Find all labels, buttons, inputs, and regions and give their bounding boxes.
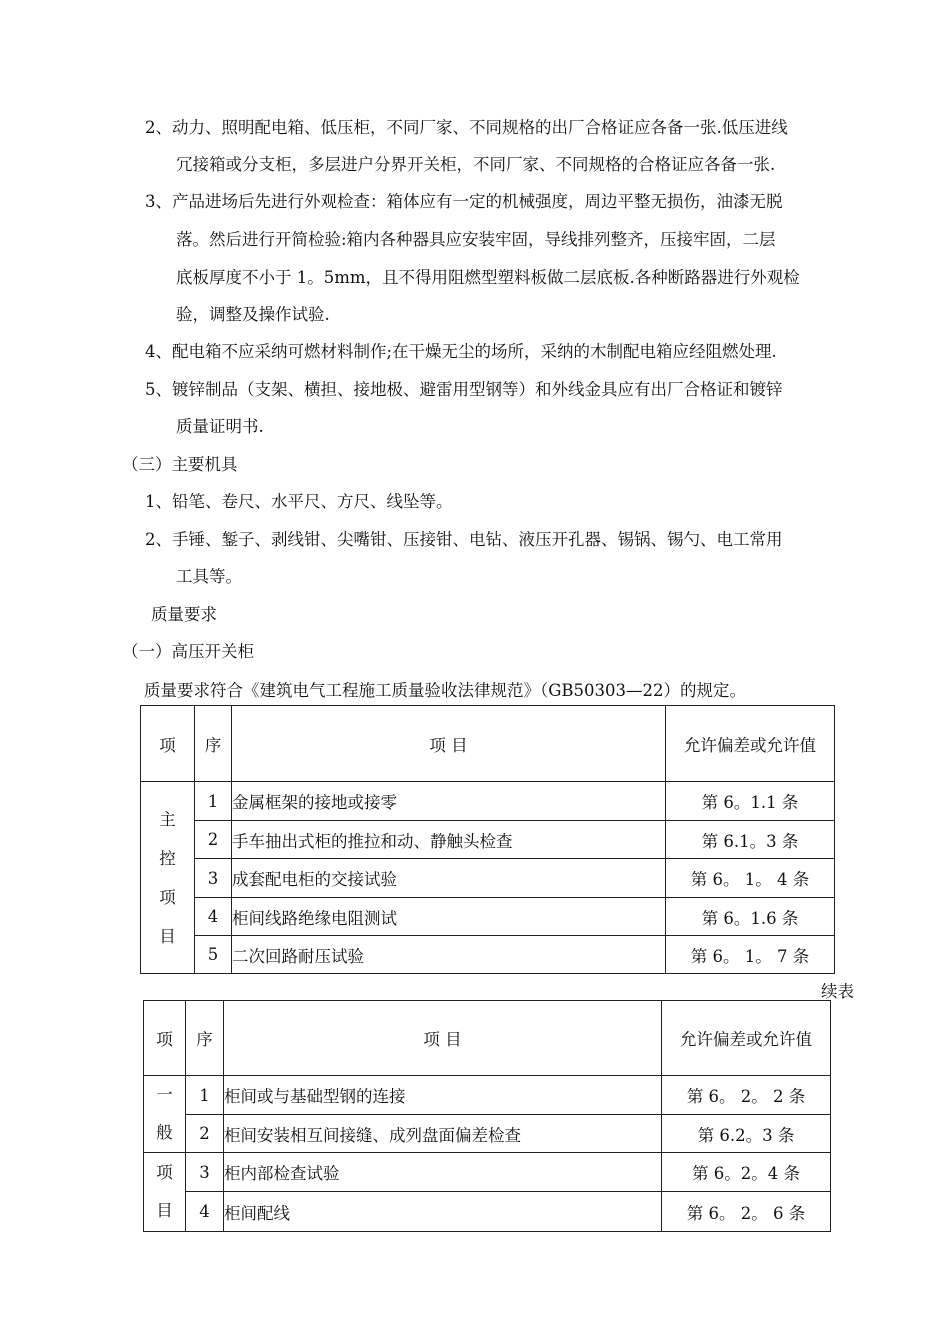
- tools-line-1: 1、铅笔、卷尺、水平尺、方尺、线坠等。: [145, 492, 453, 511]
- table-row: [141, 782, 835, 821]
- row-item: 手车抽出式柜的推拉和动、静触头检查: [232, 821, 666, 859]
- table-row: [141, 936, 835, 974]
- group-char: 般: [156, 1123, 173, 1142]
- row-item: 柜内部检查试验: [224, 1153, 662, 1192]
- tools-line-2: 2、手锤、錾子、剥线钳、尖嘴钳、压接钳、电钻、液压开孔器、锡锅、锡勺、电工常用: [145, 530, 783, 549]
- row-number: 3: [195, 859, 232, 898]
- header-allowance: 允许偏差或允许值: [666, 706, 835, 782]
- row-value: 第 6。 2。 2 条: [662, 1076, 831, 1115]
- table-header-row: [144, 1001, 831, 1076]
- row-number: 1: [195, 782, 232, 821]
- table-row: [144, 1076, 831, 1115]
- table-row: [144, 1153, 831, 1192]
- general-items-table: [143, 1000, 831, 1232]
- group-char: 一: [156, 1085, 173, 1104]
- para-4-line-1: 4、配电箱不应采纳可燃材料制作;在干燥无尘的场所，采纳的木制配电箱应经阻燃处理.: [145, 342, 777, 361]
- row-number: 2: [186, 1115, 224, 1153]
- row-value: 第 6。 1。 7 条: [666, 936, 835, 974]
- para-2-line-2: 冗接箱或分支柜，多层进户分界开关柜，不同厂家、不同规格的合格证应各备一张.: [176, 155, 776, 174]
- row-number: 5: [195, 936, 232, 974]
- para-5-line-1: 5、镀锌制品（支架、横担、接地极、避雷用型钢等）和外线金具应有出厂合格证和镀锌: [145, 380, 783, 399]
- table-row: [144, 1192, 831, 1232]
- group-char: 项: [156, 1163, 173, 1182]
- para-3-line-3: 底板厚度不小于 1。5mm，且不得用阻燃型塑料板做二层底板.各种断路器进行外观检: [176, 268, 800, 287]
- section-heading-hv-cabinet: （一）高压开关柜: [122, 642, 254, 661]
- tools-line-3: 工具等。: [176, 567, 242, 586]
- header-category: 项: [144, 1001, 186, 1076]
- header-allowance: 允许偏差或允许值: [662, 1001, 831, 1076]
- para-2-line-1: 2、动力、照明配电箱、低压柜，不同厂家、不同规格的出厂合格证应各备一张.低压进线: [145, 118, 788, 137]
- continued-label: 续表: [821, 982, 854, 1001]
- table-header-row: [141, 706, 835, 782]
- row-value: 第 6。1.6 条: [666, 898, 835, 936]
- group-char: 控: [159, 848, 176, 868]
- row-item: 柜间配线: [224, 1192, 662, 1232]
- row-item: 金属框架的接地或接零: [232, 782, 666, 821]
- row-value: 第 6.1。3 条: [666, 821, 835, 859]
- para-3-line-2: 落。然后进行开简检验:箱内各种器具应安装牢固，导线排列整齐，压接牢固，二层: [176, 230, 776, 249]
- table-row: [141, 859, 835, 898]
- group-char: 项: [159, 887, 176, 907]
- header-item: 项 目: [232, 706, 666, 782]
- row-item: 柜间线路绝缘电阻测试: [232, 898, 666, 936]
- para-3-line-4: 验，调整及操作试验.: [176, 305, 330, 324]
- group-char: 目: [159, 926, 176, 946]
- row-number: 1: [186, 1076, 224, 1115]
- row-number: 4: [195, 898, 232, 936]
- group-general-top: [144, 1076, 186, 1153]
- group-general-bottom: [144, 1153, 186, 1232]
- table-row: [141, 821, 835, 859]
- row-item: 柜间或与基础型钢的连接: [224, 1076, 662, 1115]
- row-number: 4: [186, 1192, 224, 1232]
- row-item: 成套配电柜的交接试验: [232, 859, 666, 898]
- para-5-line-2: 质量证明书.: [176, 417, 264, 436]
- row-value: 第 6。 1。 4 条: [666, 859, 835, 898]
- section-heading-tools: （三）主要机具: [122, 455, 238, 474]
- row-number: 3: [186, 1153, 224, 1192]
- para-3-line-1: 3、产品进场后先进行外观检查：箱体应有一定的机械强度，周边平整无损伤，油漆无脱: [145, 192, 783, 211]
- table-row: [141, 898, 835, 936]
- header-category: 项: [141, 706, 195, 782]
- row-value: 第 6.2。3 条: [662, 1115, 831, 1153]
- row-item: 二次回路耐压试验: [232, 936, 666, 974]
- header-seq: 序: [186, 1001, 224, 1076]
- row-value: 第 6。2。4 条: [662, 1153, 831, 1192]
- row-number: 2: [195, 821, 232, 859]
- quality-intro: 质量要求符合《建筑电气工程施工质量验收法律规范》（GB50303—22）的规定。: [144, 681, 747, 700]
- row-item: 柜间安装相互间接缝、成列盘面偏差检查: [224, 1115, 662, 1153]
- table-row: [144, 1115, 831, 1153]
- header-item: 项 目: [224, 1001, 662, 1076]
- quality-heading: 质量要求: [151, 605, 217, 624]
- group-main-control: [141, 782, 195, 974]
- group-char: 主: [159, 809, 176, 829]
- main-control-table: [140, 705, 835, 974]
- group-char: 目: [156, 1201, 173, 1220]
- row-value: 第 6。 2。 6 条: [662, 1192, 831, 1232]
- header-seq: 序: [195, 706, 232, 782]
- row-value: 第 6。1.1 条: [666, 782, 835, 821]
